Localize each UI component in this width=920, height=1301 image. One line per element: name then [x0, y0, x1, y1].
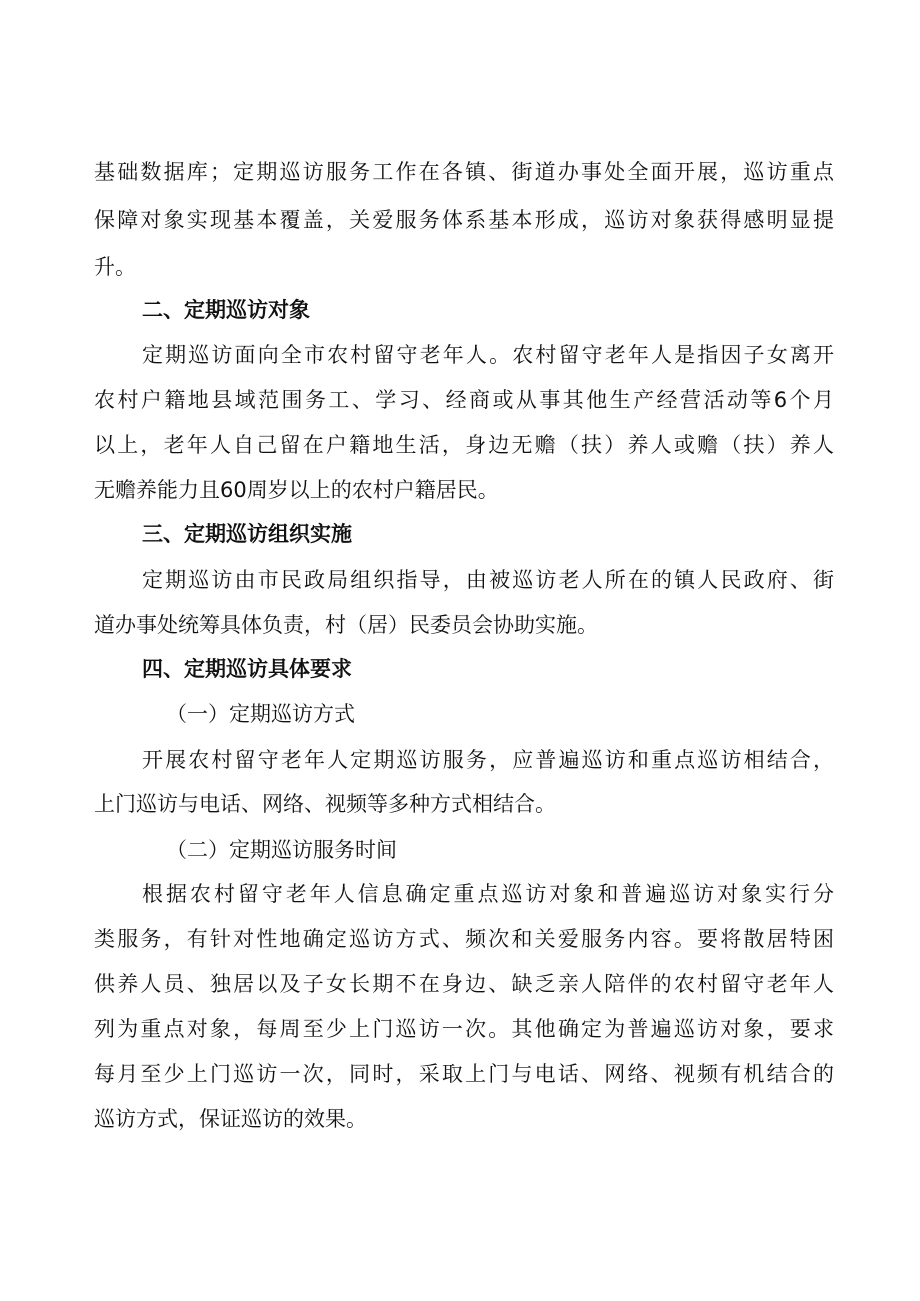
body-text-line: 上门巡访与电话、网络、视频等多种方式相结合。	[94, 792, 556, 816]
body-text-line: 开展农村留守老年人定期巡访服务，应普遍巡访和重点巡访相结合，	[142, 748, 834, 772]
body-text-line: 巡访方式，保证巡访的效果。	[94, 1107, 367, 1131]
section-heading-2: 二、定期巡访对象	[142, 298, 310, 322]
subsection-heading-2: （二）定期巡访服务时间	[166, 838, 397, 862]
subsection-heading-1: （一）定期巡访方式	[166, 702, 355, 726]
body-text-line: 无赡养能力且60周岁以上的农村户籍居民。	[94, 478, 499, 502]
section-heading-3: 三、定期巡访组织实施	[142, 522, 352, 546]
body-text-line: 根据农村留守老年人信息确定重点巡访对象和普遍巡访对象实行分	[142, 882, 834, 906]
body-text-line: 农村户籍地县域范围务工、学习、经商或从事其他生产经营活动等6个月	[94, 388, 834, 412]
body-text-line: 供养人员、独居以及子女长期不在身边、缺乏亲人陪伴的农村留守老年人	[94, 972, 834, 996]
body-text-line: 类服务，有针对性地确定巡访方式、频次和关爱服务内容。要将散居特困	[94, 927, 834, 951]
body-text-line: 定期巡访面向全市农村留守老年人。农村留守老年人是指因子女离开	[142, 343, 834, 367]
body-text-line: 道办事处统筹具体负责，村（居）民委员会协助实施。	[94, 613, 598, 637]
body-text-line: 以上，老年人自己留在户籍地生活，身边无赡（扶）养人或赡（扶）养人	[94, 433, 834, 457]
body-text-line: 升。	[94, 255, 136, 279]
body-text-line: 基础数据库；定期巡访服务工作在各镇、街道办事处全面开展，巡访重点	[94, 160, 834, 184]
body-text-line: 每月至少上门巡访一次，同时，采取上门与电话、网络、视频有机结合的	[94, 1062, 834, 1086]
body-text-line: 列为重点对象，每周至少上门巡访一次。其他确定为普遍巡访对象，要求	[94, 1017, 834, 1041]
body-text-line: 定期巡访由市民政局组织指导，由被巡访老人所在的镇人民政府、街	[142, 568, 834, 592]
body-text-line: 保障对象实现基本覆盖，关爱服务体系基本形成，巡访对象获得感明显提	[94, 208, 834, 232]
section-heading-4: 四、定期巡访具体要求	[142, 657, 352, 681]
